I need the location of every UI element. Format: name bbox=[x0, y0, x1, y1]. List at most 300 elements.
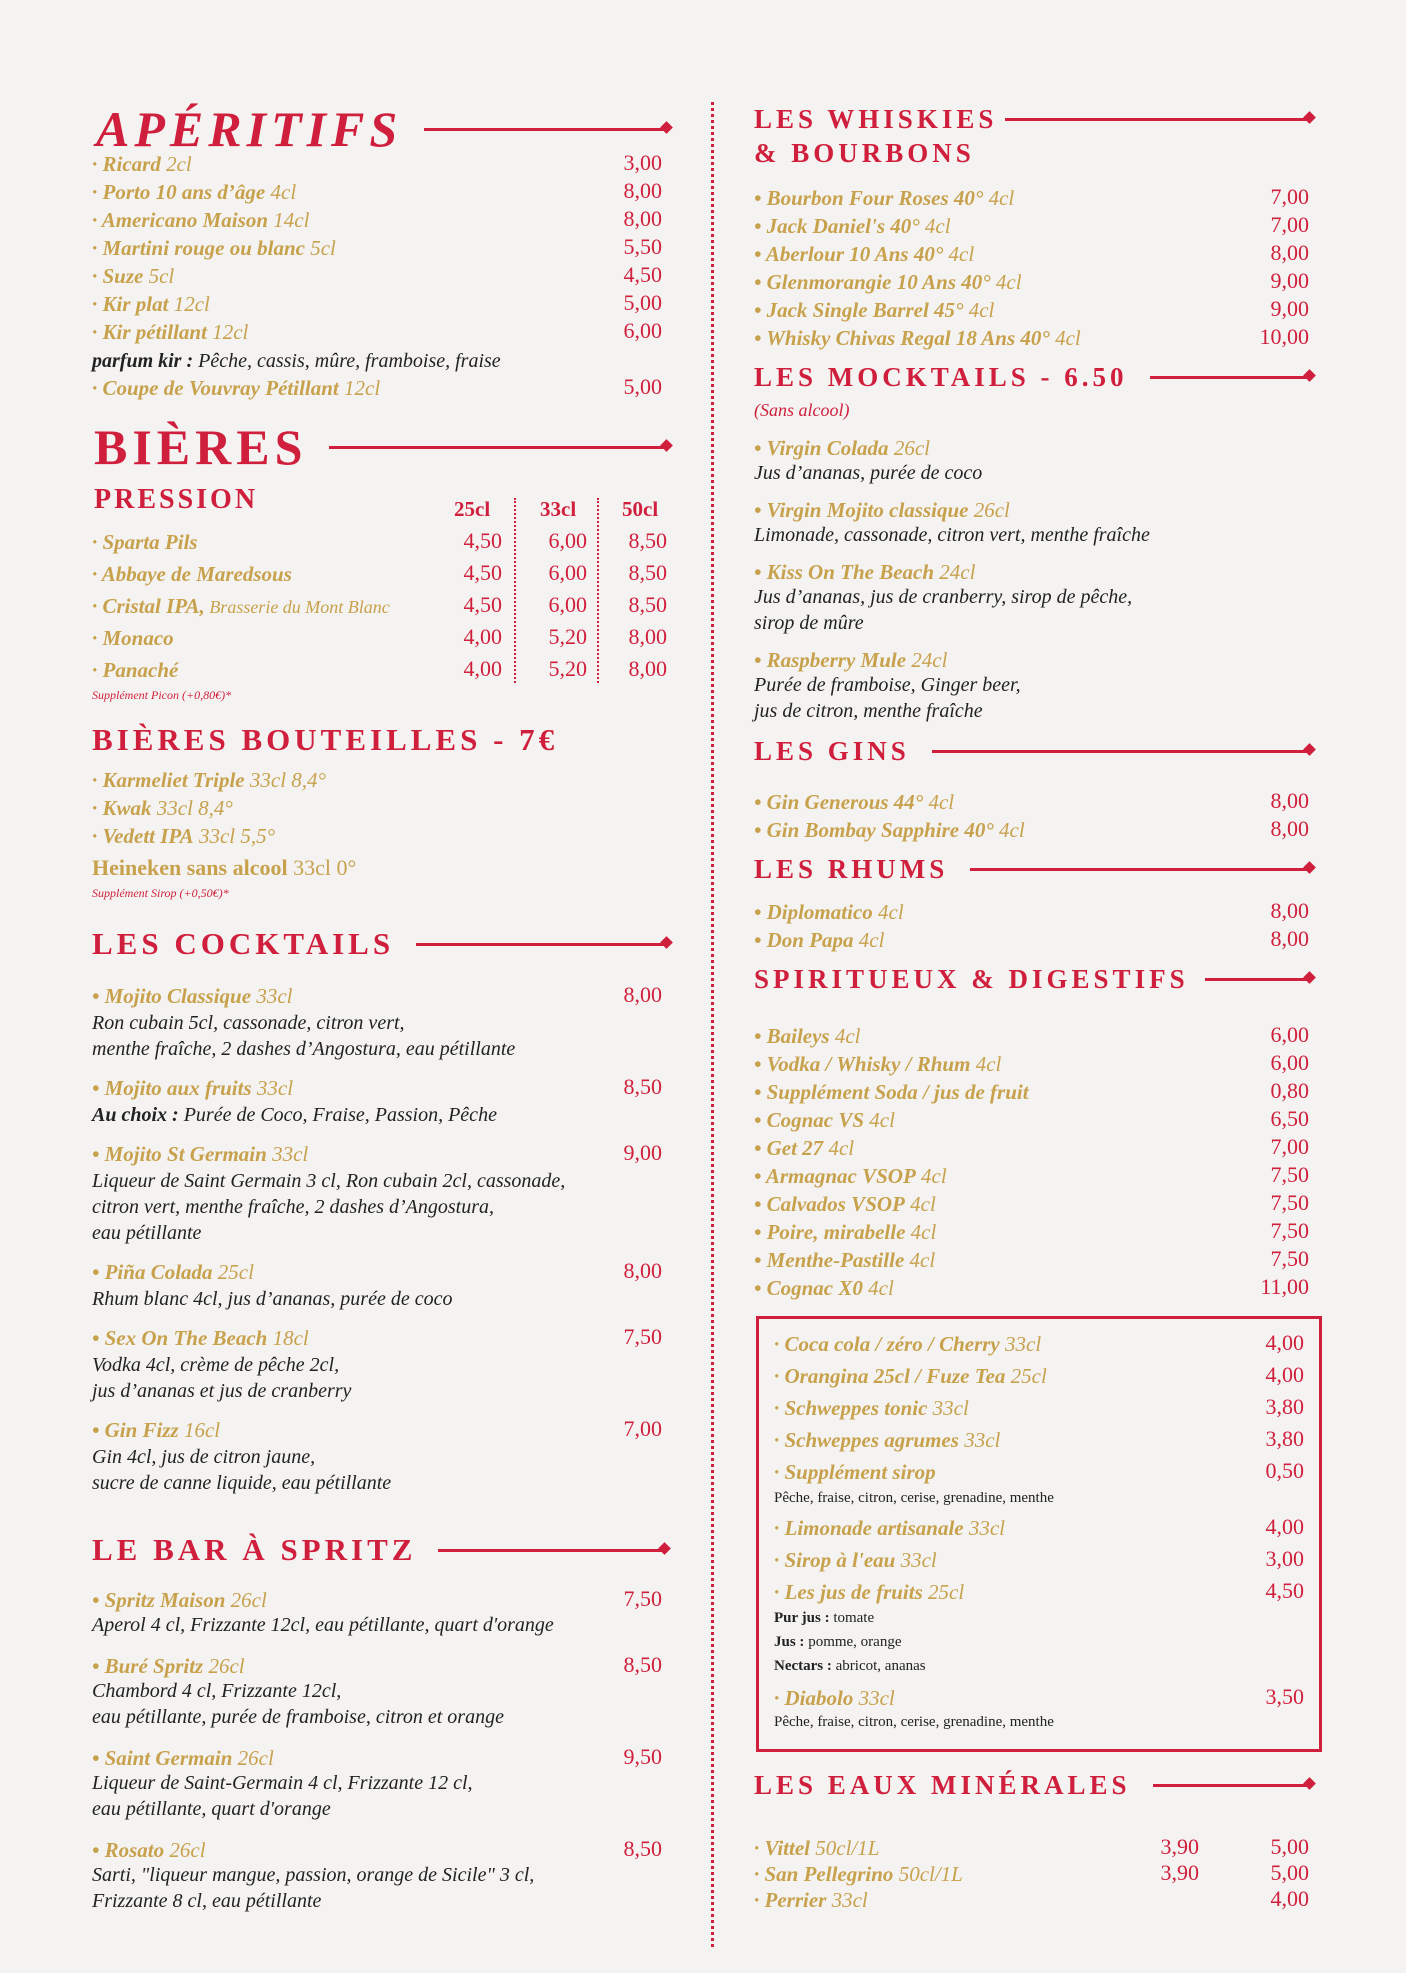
list-item bbox=[754, 898, 904, 926]
item-price: 6,00 bbox=[1270, 1022, 1309, 1047]
item-qty: 4cl bbox=[1055, 326, 1081, 350]
list-item bbox=[92, 1140, 308, 1168]
item-desc: Liqueur de Saint-Germain 4 cl, Frizzante 12 cl, bbox=[92, 1772, 473, 1794]
mocktails-title: LES MOCKTAILS - 6.50 bbox=[754, 362, 1128, 392]
item-desc: Ron cubain 5cl, cassonade, citron vert, bbox=[92, 1012, 405, 1034]
heading-arrow bbox=[424, 128, 666, 131]
bieres-title: BIÈRES bbox=[94, 419, 308, 475]
item-name: • Whisky Chivas Regal 18 Ans 40° bbox=[754, 326, 1050, 350]
item-qty: 33cl bbox=[932, 1396, 969, 1420]
item-name: · Martini rouge ou blanc bbox=[92, 236, 305, 260]
item-desc bbox=[92, 1102, 497, 1128]
list-item bbox=[754, 646, 947, 674]
list-item bbox=[92, 1074, 293, 1102]
list-item bbox=[92, 766, 326, 794]
item-qty: 2cl bbox=[166, 152, 192, 176]
price-25cl: 4,50 bbox=[463, 528, 502, 553]
item-name: • Poire, mirabelle bbox=[754, 1220, 906, 1244]
item-price: 7,00 bbox=[1270, 184, 1309, 209]
item-name: • Mojito aux fruits bbox=[92, 1076, 252, 1100]
item-desc: Jus d’ananas, purée de coco bbox=[754, 462, 983, 484]
price-1l: 5,00 bbox=[1270, 1834, 1309, 1859]
item-name: · Kwak bbox=[92, 796, 152, 820]
item-price: 6,50 bbox=[1270, 1106, 1309, 1131]
item-name: • Don Papa bbox=[754, 928, 854, 952]
item-name: • Rosato bbox=[92, 1838, 165, 1862]
jus-label: Jus : bbox=[774, 1634, 805, 1650]
list-item bbox=[92, 178, 296, 206]
eaux-title: LES EAUX MINÉRALES bbox=[754, 1770, 1131, 1800]
item-qty: 5cl bbox=[148, 264, 175, 288]
item-qty: 12cl bbox=[344, 376, 381, 400]
heading-arrow bbox=[1205, 978, 1309, 981]
item-qty: 33cl bbox=[256, 984, 293, 1008]
item-price: 8,50 bbox=[623, 1652, 662, 1677]
item-price: 5,50 bbox=[623, 234, 662, 259]
whiskies-heading-2 bbox=[754, 138, 975, 169]
item-price: 8,00 bbox=[1270, 926, 1309, 951]
item-name: · Coupe de Vouvray Pétillant bbox=[92, 376, 339, 400]
price-33cl: 6,00 bbox=[548, 560, 587, 585]
item-name: • Cognac X0 bbox=[754, 1276, 863, 1300]
item-name: · Karmeliet Triple bbox=[92, 768, 245, 792]
item-name: · Suze bbox=[92, 264, 144, 288]
cocktails-heading bbox=[92, 926, 666, 962]
item-name: · Kir plat bbox=[92, 292, 169, 316]
whiskies-title-2: & BOURBONS bbox=[754, 138, 975, 168]
item-qty: 4cl bbox=[869, 1108, 895, 1132]
item-name: • Bourbon Four Roses 40° bbox=[754, 186, 984, 210]
price-33cl: 5,20 bbox=[548, 656, 587, 681]
item-qty: 33cl bbox=[964, 1428, 1001, 1452]
item-name: • Spritz Maison bbox=[92, 1588, 226, 1612]
heading-arrow bbox=[1005, 118, 1309, 121]
bieres-heading bbox=[94, 418, 666, 476]
item-qty: 4cl bbox=[995, 270, 1022, 294]
item-qty: 26cl bbox=[237, 1746, 274, 1770]
gins-title: LES GINS bbox=[754, 736, 910, 766]
item-name: · Americano Maison bbox=[92, 208, 268, 232]
item-qty: 4cl bbox=[921, 1164, 947, 1188]
mocktails-subtitle: (Sans alcool) bbox=[754, 400, 850, 420]
list-item bbox=[754, 1022, 861, 1050]
item-name: · Panaché bbox=[92, 658, 179, 682]
list-item bbox=[754, 1246, 935, 1274]
item-qty: 33cl bbox=[256, 1076, 294, 1100]
item-qty: 4cl bbox=[924, 214, 951, 238]
list-item bbox=[774, 1330, 1041, 1358]
item-qty: 4cl bbox=[868, 1276, 894, 1300]
column-divider bbox=[711, 102, 714, 1947]
item-qty: 14cl bbox=[273, 208, 310, 232]
item-desc: Sarti, "liqueur mangue, passion, orange de Sicile" 3 cl, bbox=[92, 1864, 535, 1886]
item-name: · Ricard bbox=[92, 152, 161, 176]
item-name: · Porto 10 ans d’âge bbox=[92, 180, 266, 204]
item-desc: Liqueur de Saint Germain 3 cl, Ron cubain 2cl, cassonade, bbox=[92, 1170, 566, 1192]
item-name: • Vodka / Whisky / Rhum bbox=[754, 1052, 971, 1076]
item-desc: Frizzante 8 cl, eau pétillante bbox=[92, 1890, 322, 1912]
list-item bbox=[92, 1586, 267, 1614]
list-item bbox=[774, 1546, 937, 1574]
item-name: · Perrier bbox=[754, 1888, 827, 1912]
list-item bbox=[754, 558, 975, 586]
price-25cl: 4,50 bbox=[463, 560, 502, 585]
item-name: · Les jus de fruits bbox=[774, 1580, 923, 1604]
jus-text: pomme, orange bbox=[804, 1634, 902, 1650]
list-item bbox=[754, 1162, 947, 1190]
jus-pur bbox=[774, 1610, 874, 1627]
list-item bbox=[92, 1416, 220, 1444]
item-price: 11,00 bbox=[1260, 1274, 1309, 1299]
list-item bbox=[754, 496, 1010, 524]
item-qty: 26cl bbox=[893, 436, 930, 460]
spiritueux-heading bbox=[754, 964, 1309, 995]
item-price: 9,00 bbox=[1270, 268, 1309, 293]
list-item bbox=[92, 1258, 254, 1286]
item-name: • Calvados VSOP bbox=[754, 1192, 905, 1216]
item-price: 8,00 bbox=[1270, 816, 1309, 841]
list-item bbox=[754, 1106, 895, 1134]
list-item bbox=[92, 822, 275, 850]
list-item bbox=[92, 854, 356, 882]
gins-heading bbox=[754, 736, 1309, 767]
whiskies-title-1: LES WHISKIES bbox=[754, 104, 998, 134]
item-price: 4,00 bbox=[1265, 1330, 1304, 1355]
item-qty: 4cl bbox=[909, 1248, 936, 1272]
list-item bbox=[754, 1134, 854, 1162]
price-25cl: 4,50 bbox=[463, 592, 502, 617]
item-qty: 4cl bbox=[948, 242, 975, 266]
item-price: 4,00 bbox=[1265, 1514, 1304, 1539]
item-name: • Diplomatico bbox=[754, 900, 873, 924]
kir-flavours bbox=[92, 348, 501, 374]
diabolo-flavours: Pêche, fraise, citron, cerise, grenadine, menthe bbox=[774, 1714, 1054, 1730]
item-desc: jus de citron, menthe fraîche bbox=[754, 700, 983, 722]
item-price: 8,00 bbox=[1270, 788, 1309, 813]
item-name: · Schweppes agrumes bbox=[774, 1428, 959, 1452]
dotted-separator bbox=[514, 498, 516, 683]
sirop-flavours: Pêche, fraise, citron, cerise, grenadine, menthe bbox=[774, 1490, 1054, 1506]
item-price: 8,00 bbox=[623, 206, 662, 231]
item-qty: 25cl bbox=[1010, 1364, 1047, 1388]
item-price: 9,50 bbox=[623, 1744, 662, 1769]
item-price: 8,00 bbox=[1270, 898, 1309, 923]
price-50cl: 8,00 bbox=[628, 624, 667, 649]
heading-arrow bbox=[1150, 376, 1309, 379]
nectars bbox=[774, 1658, 926, 1675]
item-name: • Gin Bombay Sapphire 40° bbox=[754, 818, 994, 842]
item-qty: 50cl/1L bbox=[898, 1862, 963, 1886]
whiskies-heading bbox=[754, 104, 1309, 135]
item-price: 8,00 bbox=[1270, 240, 1309, 265]
aperitifs-title: APÉRITIFS bbox=[96, 101, 403, 157]
mocktails-heading bbox=[754, 362, 1309, 393]
list-item bbox=[92, 374, 380, 402]
price-33cl: 6,00 bbox=[548, 592, 587, 617]
item-qty: 24cl bbox=[911, 648, 948, 672]
item-qty: 4cl bbox=[999, 818, 1025, 842]
list-item bbox=[774, 1578, 964, 1606]
item-name: • Gin Generous 44° bbox=[754, 790, 924, 814]
list-item bbox=[754, 788, 954, 816]
heading-arrow bbox=[329, 446, 666, 449]
kir-flavours-text: Pêche, cassis, mûre, framboise, fraise bbox=[193, 350, 501, 372]
item-qty: 50cl/1L bbox=[815, 1836, 880, 1860]
item-name: • Menthe-Pastille bbox=[754, 1248, 905, 1272]
item-desc: sirop de mûre bbox=[754, 612, 864, 634]
item-qty: 4cl bbox=[910, 1192, 936, 1216]
list-item bbox=[754, 296, 994, 324]
list-item bbox=[92, 1744, 274, 1772]
item-name: • Virgin Colada bbox=[754, 436, 889, 460]
item-name: • Raspberry Mule bbox=[754, 648, 907, 672]
item-name: · Limonade artisanale bbox=[774, 1516, 964, 1540]
item-price: 8,00 bbox=[623, 178, 662, 203]
price-50cl: 8,00 bbox=[628, 656, 667, 681]
item-qty: 33cl 0° bbox=[293, 855, 357, 880]
list-item bbox=[774, 1684, 895, 1712]
item-qty: 24cl bbox=[939, 560, 976, 584]
item-name: • Kiss On The Beach bbox=[754, 560, 935, 584]
item-price: 7,50 bbox=[1270, 1162, 1309, 1187]
list-item bbox=[92, 592, 390, 621]
item-extra: Brasserie du Mont Blanc bbox=[204, 597, 390, 617]
list-item bbox=[92, 560, 292, 588]
rhums-heading bbox=[754, 854, 1309, 885]
list-item bbox=[92, 656, 178, 684]
size-header: 50cl bbox=[622, 497, 659, 521]
jus-pur-text: tomate bbox=[829, 1610, 875, 1626]
item-qty: 33cl bbox=[968, 1516, 1006, 1540]
list-item bbox=[754, 324, 1081, 352]
item-price: 4,50 bbox=[1265, 1578, 1304, 1603]
desc-label: Au choix : bbox=[92, 1104, 179, 1126]
item-qty: 4cl bbox=[828, 1136, 855, 1160]
item-price: 8,50 bbox=[623, 1074, 662, 1099]
item-price: 4,00 bbox=[1265, 1362, 1304, 1387]
list-item bbox=[754, 1860, 963, 1888]
item-qty: 26cl bbox=[169, 1838, 206, 1862]
item-price: 7,50 bbox=[1270, 1246, 1309, 1271]
list-item bbox=[754, 1078, 1029, 1106]
item-price: 3,80 bbox=[1265, 1426, 1304, 1451]
price-50cl: 8,50 bbox=[628, 528, 667, 553]
price-25cl: 4,00 bbox=[463, 656, 502, 681]
kir-label: parfum kir : bbox=[92, 350, 194, 372]
list-item bbox=[92, 794, 233, 822]
heading-arrow bbox=[1153, 1784, 1309, 1787]
item-name: · Cristal IPA, bbox=[92, 594, 205, 618]
list-item bbox=[754, 268, 1022, 296]
item-name: • Cognac VS bbox=[754, 1108, 865, 1132]
list-item bbox=[92, 624, 174, 652]
list-item bbox=[774, 1362, 1047, 1390]
list-item bbox=[754, 212, 951, 240]
list-item bbox=[92, 1836, 206, 1864]
list-item bbox=[774, 1426, 1000, 1454]
list-item bbox=[92, 290, 210, 318]
item-desc: jus d’ananas et jus de cranberry bbox=[92, 1380, 352, 1402]
sirop-note: Supplément Sirop (+0,50€)* bbox=[92, 886, 229, 900]
list-item bbox=[754, 926, 884, 954]
item-price: 7,00 bbox=[1270, 212, 1309, 237]
item-price: 8,50 bbox=[623, 1836, 662, 1861]
item-desc: eau pétillante, purée de framboise, citron et orange bbox=[92, 1706, 504, 1728]
item-qty: 26cl bbox=[208, 1654, 245, 1678]
list-item bbox=[92, 234, 336, 262]
item-name: • Mojito Classique bbox=[92, 984, 252, 1008]
item-price: 7,50 bbox=[623, 1324, 662, 1349]
price-25cl: 4,00 bbox=[463, 624, 502, 649]
list-item bbox=[92, 206, 309, 234]
item-desc: sucre de canne liquide, eau pétillante bbox=[92, 1472, 392, 1494]
item-qty: 33cl 8,4° bbox=[249, 768, 326, 792]
heading-arrow bbox=[970, 868, 1309, 871]
cocktails-title: LES COCKTAILS bbox=[92, 926, 395, 961]
item-qty: 26cl bbox=[230, 1588, 267, 1612]
item-qty: 18cl bbox=[272, 1326, 309, 1350]
item-name: • Supplément Soda / jus de fruit bbox=[754, 1080, 1029, 1104]
spritz-heading bbox=[92, 1532, 664, 1568]
item-price: 8,00 bbox=[623, 982, 662, 1007]
item-desc: Chambord 4 cl, Frizzante 12cl, bbox=[92, 1680, 342, 1702]
pression-title: PRESSION bbox=[94, 484, 259, 515]
item-name: • Jack Daniel's 40° bbox=[754, 214, 920, 238]
price-1l: 5,00 bbox=[1270, 1860, 1309, 1885]
item-price: 8,00 bbox=[623, 1258, 662, 1283]
eaux-heading bbox=[754, 1770, 1309, 1801]
item-name: • Mojito St Germain bbox=[92, 1142, 267, 1166]
item-price: 9,00 bbox=[623, 1140, 662, 1165]
list-item bbox=[754, 434, 930, 462]
item-qty: 12cl bbox=[173, 292, 210, 316]
item-name: · Monaco bbox=[92, 626, 174, 650]
item-price: 10,00 bbox=[1259, 324, 1309, 349]
item-qty: 4cl bbox=[988, 186, 1015, 210]
item-price: 4,50 bbox=[623, 262, 662, 287]
item-price: 6,00 bbox=[623, 318, 662, 343]
item-desc: Jus d’ananas, jus de cranberry, sirop de pêche, bbox=[754, 586, 1133, 608]
item-name: • Piña Colada bbox=[92, 1260, 213, 1284]
item-qty: 4cl bbox=[858, 928, 885, 952]
price-50cl: 3,90 bbox=[1160, 1834, 1199, 1859]
list-item bbox=[754, 1274, 894, 1302]
item-price: 7,00 bbox=[623, 1416, 662, 1441]
item-price: 3,50 bbox=[1265, 1684, 1304, 1709]
item-desc: Limonade, cassonade, citron vert, menthe fraîche bbox=[754, 524, 1150, 546]
item-price: 5,00 bbox=[623, 374, 662, 399]
item-qty: 33cl bbox=[858, 1686, 895, 1710]
item-qty: 4cl bbox=[878, 900, 904, 924]
item-name: • Armagnac VSOP bbox=[754, 1164, 916, 1188]
list-item bbox=[754, 1050, 1001, 1078]
item-desc: Gin 4cl, jus de citron jaune, bbox=[92, 1446, 316, 1468]
list-item bbox=[774, 1394, 969, 1422]
item-qty: 12cl bbox=[212, 320, 249, 344]
rhums-title: LES RHUMS bbox=[754, 854, 949, 884]
item-name: · Vittel bbox=[754, 1836, 811, 1860]
item-name: · Schweppes tonic bbox=[774, 1396, 928, 1420]
jus bbox=[774, 1634, 902, 1651]
item-desc: citron vert, menthe fraîche, 2 dashes d’Angostura, bbox=[92, 1196, 494, 1218]
item-name: • Get 27 bbox=[754, 1136, 824, 1160]
spiritueux-title: SPIRITUEUX & DIGESTIFS bbox=[754, 964, 1189, 994]
price-50cl: 8,50 bbox=[628, 560, 667, 585]
list-item bbox=[92, 150, 192, 178]
item-qty: 4cl bbox=[270, 180, 297, 204]
item-name: • Virgin Mojito classique bbox=[754, 498, 969, 522]
item-qty: 4cl bbox=[928, 790, 955, 814]
list-item bbox=[92, 262, 174, 290]
item-qty: 33cl bbox=[831, 1888, 868, 1912]
item-name: • Baileys bbox=[754, 1024, 830, 1048]
item-qty: 33cl 8,4° bbox=[156, 796, 233, 820]
item-name: · Sparta Pils bbox=[92, 530, 198, 554]
jus-pur-label: Pur jus : bbox=[774, 1610, 830, 1626]
item-price: 7,00 bbox=[1270, 1134, 1309, 1159]
item-qty: 25cl bbox=[928, 1580, 965, 1604]
item-name: · Kir pétillant bbox=[92, 320, 207, 344]
item-desc: Rhum blanc 4cl, jus d’ananas, purée de coco bbox=[92, 1288, 453, 1310]
item-price: 3,00 bbox=[1265, 1546, 1304, 1571]
list-item bbox=[92, 318, 248, 346]
list-item bbox=[754, 816, 1025, 844]
list-item bbox=[92, 528, 198, 556]
item-name: • Sex On The Beach bbox=[92, 1326, 268, 1350]
list-item bbox=[754, 1218, 936, 1246]
item-name: • Jack Single Barrel 45° bbox=[754, 298, 964, 322]
item-name: · Vedett IPA bbox=[92, 824, 194, 848]
item-price: 0,80 bbox=[1270, 1078, 1309, 1103]
item-price: 7,50 bbox=[623, 1586, 662, 1611]
size-header: 25cl bbox=[454, 497, 491, 521]
item-name: Heineken sans alcool bbox=[92, 855, 288, 880]
list-item bbox=[754, 184, 1014, 212]
item-qty: 33cl bbox=[1005, 1332, 1042, 1356]
item-price: 7,50 bbox=[1270, 1190, 1309, 1215]
price-1l: 4,00 bbox=[1270, 1886, 1309, 1911]
item-qty: 26cl bbox=[973, 498, 1010, 522]
item-name: • Aberlour 10 Ans 40° bbox=[754, 242, 944, 266]
item-price: 9,00 bbox=[1270, 296, 1309, 321]
item-name: · Sirop à l'eau bbox=[774, 1548, 896, 1572]
item-qty: 4cl bbox=[968, 298, 995, 322]
item-qty: 4cl bbox=[975, 1052, 1002, 1076]
item-price: 6,00 bbox=[1270, 1050, 1309, 1075]
desc-text: Purée de Coco, Fraise, Passion, Pêche bbox=[178, 1104, 497, 1126]
list-item bbox=[92, 1652, 245, 1680]
size-header: 33cl bbox=[540, 497, 577, 521]
item-desc: Purée de framboise, Ginger beer, bbox=[754, 674, 1021, 696]
item-name: · Abbaye de Maredsous bbox=[92, 562, 292, 586]
list-item bbox=[774, 1514, 1005, 1542]
item-name: • Saint Germain bbox=[92, 1746, 233, 1770]
item-qty: 33cl 5,5° bbox=[198, 824, 276, 848]
spritz-title: LE BAR À SPRITZ bbox=[92, 1532, 417, 1567]
item-price: 0,50 bbox=[1265, 1458, 1304, 1483]
item-name: • Buré Spritz bbox=[92, 1654, 204, 1678]
item-desc: Aperol 4 cl, Frizzante 12cl, eau pétillante, quart d'orange bbox=[92, 1614, 554, 1636]
item-desc: eau pétillante, quart d'orange bbox=[92, 1798, 331, 1820]
item-desc: Vodka 4cl, crème de pêche 2cl, bbox=[92, 1354, 340, 1376]
item-qty: 16cl bbox=[183, 1418, 221, 1442]
price-50cl: 3,90 bbox=[1160, 1860, 1199, 1885]
item-price: 3,00 bbox=[623, 150, 662, 175]
list-item bbox=[92, 1324, 309, 1352]
item-name: · Orangina 25cl / Fuze Tea bbox=[774, 1364, 1006, 1388]
item-name: · San Pellegrino bbox=[754, 1862, 894, 1886]
list-item bbox=[92, 982, 292, 1010]
